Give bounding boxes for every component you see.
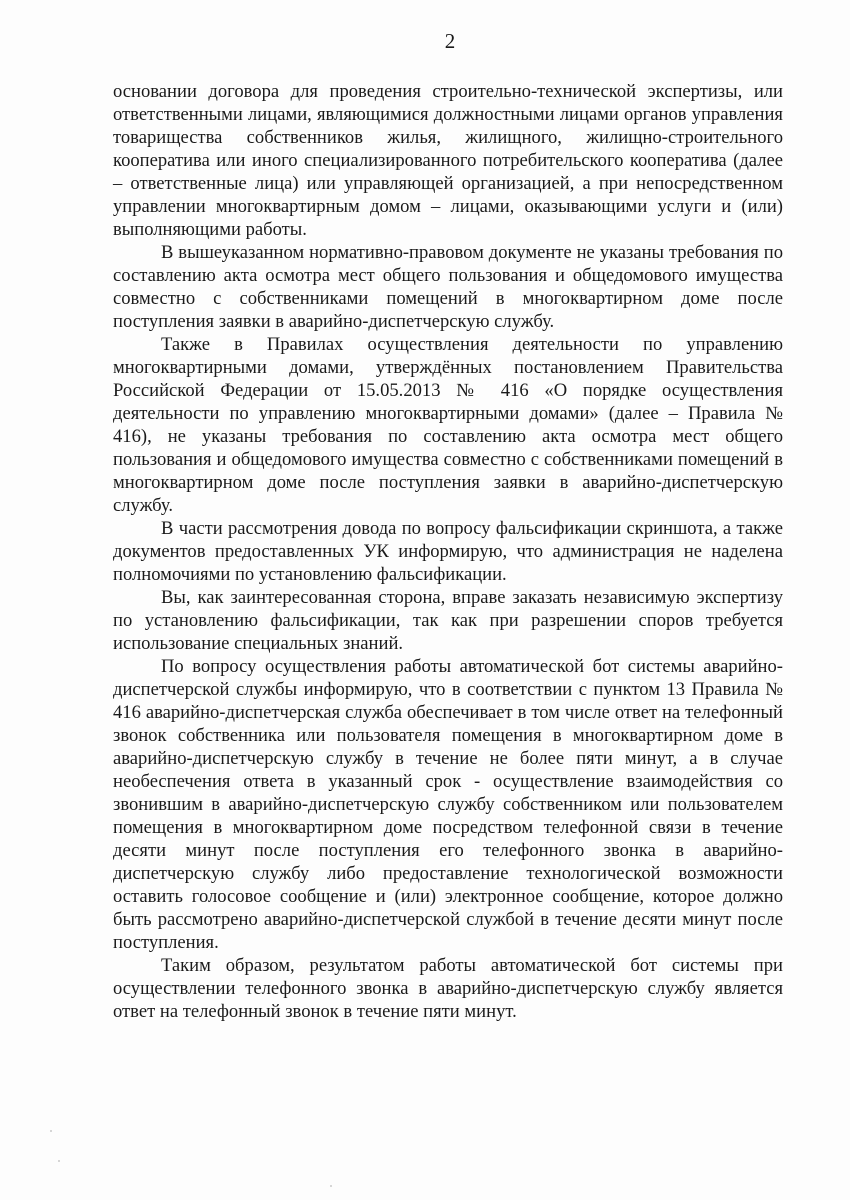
paragraph-falsification: В части рассмотрения довода по вопросу фальсификации скриншота, а также документов предоставленных УК информирую, что администрация не наделена полномочиями по установлению фальсификации. — [113, 518, 783, 585]
paragraph-normative-document: В вышеуказанном нормативно-правовом документе не указаны требования по составлению акта осмотра мест общего пользования и общедомового имущества совместно с собственниками помещений в многоквартирном доме после поступления заявки в аварийно-диспетчерскую службу. — [113, 242, 783, 332]
scan-speck — [330, 1185, 332, 1187]
letter-body — [113, 80, 783, 1023]
paragraph-rules-416: Также в Правилах осуществления деятельности по управлению многоквартирными домами, утверждённых постановлением Правительства Российской Федерации от 15.05.2013 № 416 «О порядке осуществления деятельности по управлению многоквартирными домами» (далее – Правила № 416), не указаны требования по составлению акта осмотра мест общего пользования и общедомового имущества совместно с собственниками помещений в многоквартирном доме после поступления заявки в аварийно-диспетчерскую службу. — [113, 334, 783, 516]
page-number: 2 — [444, 29, 456, 53]
scan-speck — [50, 1130, 52, 1132]
paragraph-continuation: основании договора для проведения строительно-технической экспертизы, или ответственными лицами, являющимися должностными лицами органов управления товарищества собственников жилья, жилищного, жилищно-строительного кооператива или иного специализированного потребительского кооператива (далее – ответственные лица) или управляющей организацией, а при непосредственном управлении многоквартирным домом – лицами, оказывающими услуги и (или) выполняющими работы. — [113, 81, 783, 240]
paragraph-conclusion: Таким образом, результатом работы автоматической бот системы при осуществлении телефонного звонка в аварийно-диспетчерскую службу является ответ на телефонный звонок в течение пяти минут. — [113, 955, 783, 1022]
paragraph-bot-system: По вопросу осуществления работы автоматической бот системы аварийно-диспетчерской службы информирую, что в соответствии с пунктом 13 Правила № 416 аварийно-диспетчерская служба обеспечивает в том числе ответ на телефонный звонок собственника или пользователя помещения в многоквартирном доме в аварийно-диспетчерскую службу в течение не более пяти минут, а в случае необеспечения ответа в указанный срок - осуществление взаимодействия со звонившим в аварийно-диспетчерскую службу собственником или пользователем помещения в многоквартирном доме посредством телефонной связи в течение десяти минут после поступления его телефонного звонка в аварийно-диспетчерскую службу либо предоставление технологической возможности оставить голосовое сообщение и (или) электронное сообщение, которое должно быть рассмотрено аварийно-диспетчерской службой в течение десяти минут после поступления. — [113, 656, 783, 953]
scan-speck — [58, 1160, 60, 1162]
paragraph-independent-expertise: Вы, как заинтересованная сторона, вправе заказать независимую экспертизу по установлению фальсификации, так как при разрешении споров требуется использование специальных знаний. — [113, 587, 783, 654]
